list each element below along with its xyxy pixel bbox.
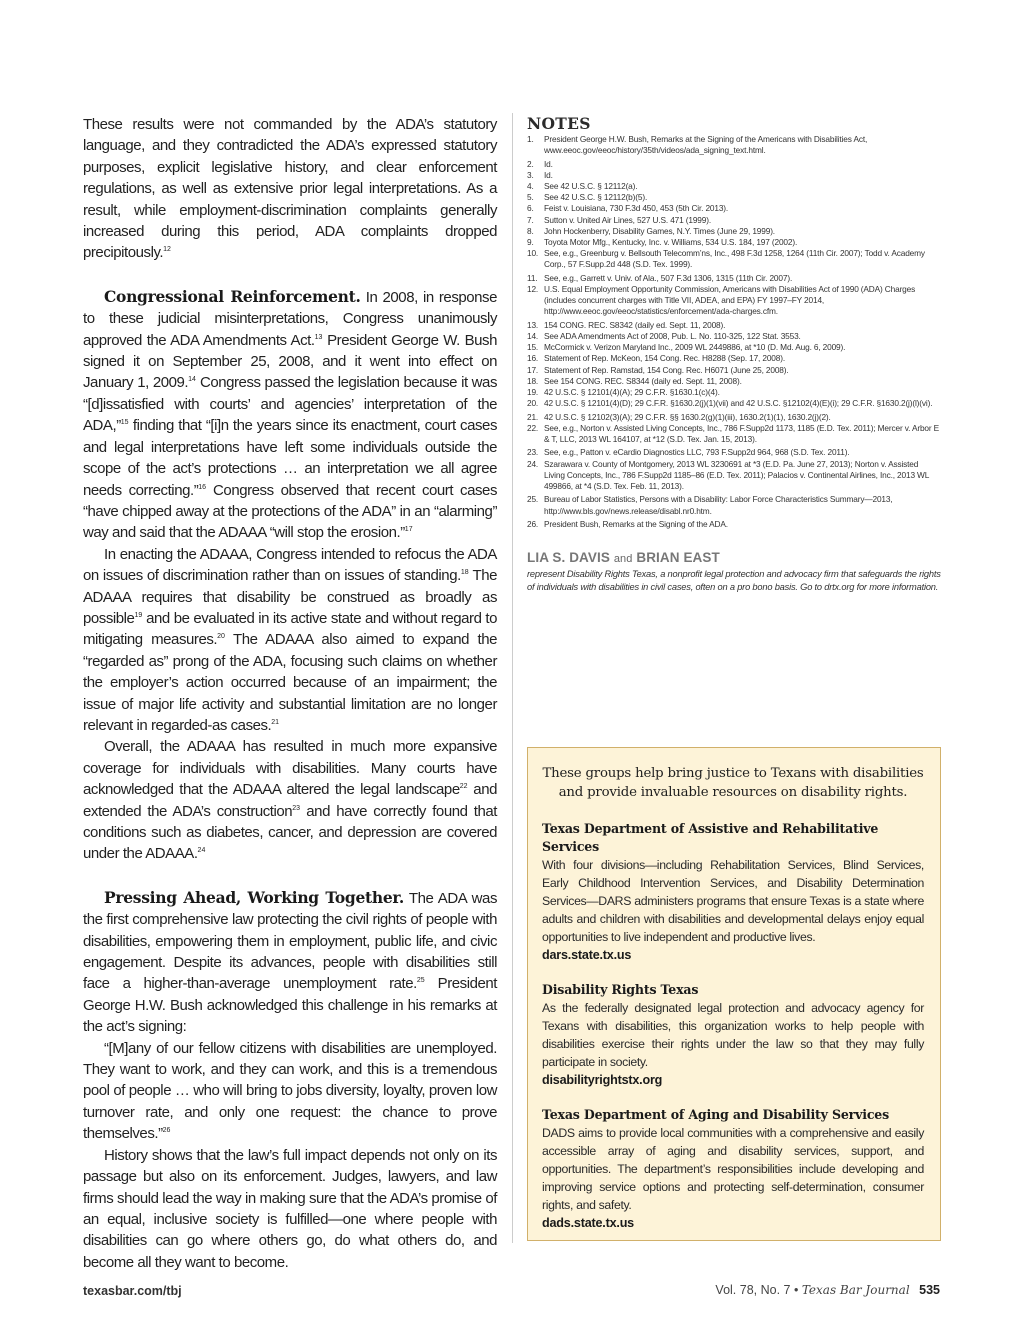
note-item — [527, 459, 941, 493]
note-text: See ADA Amendments Act of 2008, Pub. L. No. 110-325, 122 Stat. 3553. — [544, 331, 801, 342]
note-item — [527, 387, 941, 398]
note-text: Szarawara v. County of Montgomery, 2013 WL 3230691 at *3 (E.D. Pa. June 27, 2013); Norton v. Assisted Living Concepts, Inc., 786 F.Supp2d 1185–86 (E.D. Tex. 2011); Palacios v. Continental Airlines, Inc., 2013 WL 499866, at *4 (S.D. Tex. Feb. 11, 2013). — [544, 458, 929, 492]
org-description: As the federally designated legal protection and advocacy agency for Texans with disabilities, this organization works to help people with disabilities exercise their rights under the law so that they may fully participate in society. — [542, 1001, 924, 1069]
note-number: 14. — [527, 331, 539, 342]
footer-journal: Texas Bar Journal — [801, 1283, 910, 1297]
footnote-ref[interactable]: 17 — [404, 526, 413, 534]
main-article-column — [83, 114, 497, 1273]
note-item — [527, 342, 941, 353]
note-number: 2. — [527, 158, 534, 169]
note-item — [527, 215, 941, 226]
note-number: 9. — [527, 237, 534, 248]
author-names: LIA S. DAVIS and BRIAN EAST — [527, 550, 720, 566]
note-item — [527, 203, 941, 214]
note-text: See, e.g., Garrett v. Univ. of Ala., 507 F.3d 1306, 1315 (11th Cir. 2007). — [544, 272, 793, 283]
author-block — [527, 550, 941, 593]
sidebar-intro: These groups help bring justice to Texans with disabilities and provide invaluable resources on disability rights. — [542, 766, 924, 800]
paragraph: Overall, the ADAAA has resulted in much more expansive coverage for individuals with disabilities. Many courts have acknowledged that the ADAAA altered the legal landscape$^{22}$ and extended the ADA’s construction$^{23}$ and have correctly found that conditions such as diabetes, cancer, and depression are covered under the ADAAA.$^{24}$ — [83, 738, 498, 863]
note-item — [527, 447, 941, 458]
note-text: 42 U.S.C. § 12102(3)(A); 29 C.F.R. §§ 1630.2(g)(1)(iii), 1630.2(1)(1), 1630.2(j)(2). — [544, 411, 831, 422]
note-number: 16. — [527, 353, 539, 364]
note-text: John Hockenberry, Disability Games, N.Y. Times (June 29, 1999). — [544, 225, 775, 236]
note-item — [527, 237, 941, 248]
note-item — [527, 320, 941, 331]
notes-heading: NOTES — [527, 114, 591, 133]
note-item — [527, 170, 941, 181]
notes-list — [527, 134, 941, 530]
org-url-link[interactable]: dars.state.tx.us — [542, 948, 632, 962]
footnote-ref[interactable]: 13 — [314, 333, 323, 341]
note-item — [527, 181, 941, 192]
note-text: See, e.g., Greenburg v. Bellsouth Telecomm’ns, Inc., 498 F.3d 1258, 1264 (11th Cir. 2007); Todd v. Academy Corp., 57 F.Supp.2d 448 (S.D. Tex. 1999). — [544, 248, 925, 270]
paragraph: Pressing Ahead, Working Together. The ADA was the first comprehensive law protecting the civil rights of people with disabilities, empowering them in employment, public life, and civic engagement. Despite its advances, people with disabilities still face a higher-than-average unemployment rate.$^{25}$ President George H.W. Bush acknowledged this challenge in his remarks at the act’s signing: — [83, 887, 498, 1036]
footer-issue-info — [715, 1283, 940, 1297]
footnote-ref[interactable]: 15 — [120, 419, 129, 427]
org-url-link[interactable]: disabilityrightstx.org — [542, 1073, 663, 1087]
note-number: 13. — [527, 319, 539, 330]
note-number: 6. — [527, 203, 534, 214]
note-text: McCormick v. Verizon Maryland Inc., 2009 WL 2449886, at *10 (D. Md. Aug. 6, 2009). — [544, 342, 846, 353]
note-item — [527, 273, 941, 284]
note-text: See, e.g., Patton v. eCardio Diagnostics LLC, 793 F.Supp2d 964, 968 (S.D. Tex. 2011). — [544, 447, 850, 458]
page-number: 535 — [919, 1283, 940, 1297]
paragraph: In enacting the ADAAA, Congress intended to refocus the ADA on issues of discrimination rather than on issues of standing.$^{18}$ The ADAAA requires that disability be construed as broadly as possible$^{19}$ and be evaluated in its active state and without regard to mitigating measures.$^{20}$ The ADAAA also aimed to expand the “regarded as” prong of the ADA, focusing such claims on whether the employer’s action occurred because of an impairment; the issue of major life activity and substantial limitation are no longer relevant in regarded-as cases.$^{21}$ — [83, 545, 497, 734]
footnote-ref[interactable]: 25 — [416, 977, 425, 985]
note-number: 26. — [527, 519, 539, 530]
note-number: 12. — [527, 284, 539, 295]
notes-column — [527, 114, 941, 594]
section-heading: Congressional Reinforcement. — [104, 286, 361, 306]
org-name: Texas Department of Assistive and Rehabilitative Services — [542, 821, 879, 854]
note-number: 22. — [527, 422, 539, 433]
block-quote: “[M]any of our fellow citizens with disabilities are unemployed. They want to work, and they can work, and this is a tremendous pool of people … who will bring to jobs diversity, loyalty, proven low turnover rate, and only one request: the chance to prove themselves.”$^{26}$ — [83, 1039, 497, 1143]
note-text: President George H.W. Bush, Remarks at the Signing of the Americans with Disabilities Act, www.eeoc.gov/eeoc/history/35th/videos/ada_signing_text.html. — [544, 134, 868, 156]
footnote-ref[interactable]: 23 — [292, 804, 300, 812]
note-number: 17. — [527, 364, 539, 375]
note-item — [527, 331, 941, 342]
note-text: See 42 U.S.C. § 12112(b)(5). — [544, 192, 648, 203]
paragraph: These results were not commanded by the ADA’s statutory language, and they contradicted the ADA’s expressed statutory purposes, explicit legislative history, and clear enforcement regulations, as well as extensive prior legal interpretations. As a result, while employment-discrimination complaints generally increased during this period, ADA complaints dropped precipitously.$^{12}$ — [83, 116, 497, 262]
note-text: Toyota Motor Mfg., Kentucky, Inc. v. Williams, 534 U.S. 184, 197 (2002). — [544, 237, 798, 248]
note-item — [527, 423, 941, 445]
note-item — [527, 365, 941, 376]
footer-site-link[interactable]: texasbar.com/tbj — [83, 1284, 182, 1298]
note-text: U.S. Equal Employment Opportunity Commission, Americans with Disabilities Act of 1990 (ADA) Charges (includes concurrent charges with Title VII, ADEA, and EPA) FY 1997–FY 2014, http://www.eeoc.gov/eeoc/statistics/enforcement/ada-charges.cfm. — [544, 284, 916, 317]
note-number: 1. — [527, 134, 534, 144]
footnote-ref[interactable]: 21 — [271, 718, 280, 726]
note-item — [527, 353, 941, 364]
footnote-ref[interactable]: 14 — [188, 376, 196, 384]
note-item — [527, 192, 941, 203]
org-url-link[interactable]: dads.state.tx.us — [542, 1216, 634, 1230]
footnote-ref[interactable]: 24 — [197, 847, 206, 855]
note-text: See 42 U.S.C. § 12112(a). — [544, 181, 638, 191]
note-number: 4. — [527, 181, 534, 191]
note-item — [527, 398, 941, 409]
note-item — [527, 412, 941, 423]
org-description: With four divisions—including Rehabilitation Services, Blind Services, Early Childhood Intervention Services, and Disability Determination Services—DARS administers programs that ensure Texas is a state where adults and children with disabilities and developmental delays enjoy equal opportunities to live independent and productive lives. — [542, 858, 924, 944]
note-number: 11. — [527, 272, 538, 283]
author-name: BRIAN EAST — [636, 550, 720, 566]
paragraph: Congressional Reinforcement. In 2008, in response to these judicial misinterpretations, Congress unanimously approved the ADA Amendments Act.$^{13}$ President George W. Bush signed it on September 25, 2008, and it went into effect on January 1, 2009.14 Congress passed the legislation because it was “[d]issatisfied with courts’ and agencies’ interpretation of the ADA,”$^{15}$ finding that “[i]n the years since its enactment, court cases and legal interpretations have left some individuals outside the scope of the act’s protections … an interpretation we all agree needs correcting.”$^{16}$ Congress observed that recent court cases “have chipped away at the protections of the ADA” in an “alarming” way and said that the ADAAA “will stop the erosion.”$^{17}$ — [83, 286, 498, 542]
footer-volume: Vol. 78, No. 7 — [715, 1283, 791, 1297]
note-number: 8. — [527, 225, 534, 236]
note-item — [527, 376, 941, 387]
note-item — [527, 226, 941, 237]
note-item — [527, 519, 941, 530]
note-text: 42 U.S.C. § 12101(4)(D); 29 C.F.R. §1630.2(j)(1)(vii) and 42 U.S.C. §12102(4)(E)(i); 29 C.F.R. §1630.2(j)(l)(vi). — [544, 398, 933, 409]
note-text: Id. — [544, 169, 553, 180]
note-text: Statement of Rep. Ramstad, 154 Cong. Rec. H6071 (June 25, 2008). — [544, 364, 789, 375]
author-bio: represent Disability Rights Texas, a nonprofit legal protection and advocacy firm that safeguards the rights of individuals with disabilities in civil cases, often on a pro bono basis. Go to drtx.org for more information. — [527, 569, 941, 592]
note-text: Feist v. Louisiana, 730 F.3d 450, 453 (5th Cir. 2013). — [544, 203, 729, 214]
column-divider — [512, 113, 513, 1243]
note-text: Sutton v. United Air Lines, 527 U.S. 471 (1999). — [544, 214, 711, 225]
note-text: Statement of Rep. McKeon, 154 Cong. Rec. H8288 (Sep. 17, 2008). — [544, 353, 785, 364]
note-item — [527, 134, 941, 156]
note-number: 7. — [527, 214, 534, 225]
note-number: 5. — [527, 192, 534, 203]
note-text: See, e.g., Norton v. Assisted Living Concepts, Inc., 786 F.Supp2d 1173, 1185 (E.D. Tex. 2011); Mercer v. Arbor E & T, LLC, 2013 WL 164107, at *12 (S.D. Tex. Jan. 15, 2013). — [544, 422, 940, 445]
footer-bullet: • — [793, 1283, 799, 1297]
note-text: See 154 CONG. REC. S8344 (daily ed. Sept. 11, 2008). — [544, 375, 742, 386]
note-number: 25. — [527, 494, 539, 505]
note-item — [527, 284, 941, 318]
note-item — [527, 494, 941, 516]
note-item — [527, 248, 941, 270]
section-heading: Pressing Ahead, Working Together. — [104, 887, 404, 907]
note-number: 20. — [527, 398, 539, 409]
note-text: Id. — [544, 158, 553, 169]
org-name: Disability Rights Texas — [542, 982, 699, 997]
org-entry — [542, 1106, 924, 1232]
note-text: Bureau of Labor Statistics, Persons with a Disability: Labor Force Characteristics Summary—2013, http://www.bls.gov/news.release/disabl.nr0.htm. — [544, 494, 893, 516]
note-number: 3. — [527, 169, 534, 180]
author-name: LIA S. DAVIS — [527, 550, 610, 566]
note-item — [527, 159, 941, 170]
resources-sidebar — [527, 747, 941, 1241]
org-entry — [542, 981, 924, 1089]
footnote-ref[interactable]: 16 — [198, 483, 207, 491]
note-number: 24. — [527, 458, 539, 469]
note-text: President Bush, Remarks at the Signing of the ADA. — [544, 519, 728, 530]
footnote-ref[interactable]: 22 — [459, 783, 468, 791]
note-number: 19. — [527, 387, 539, 398]
note-text: 154 CONG. REC. S8342 (daily ed. Sept. 11, 2008). — [544, 319, 726, 330]
org-entry — [542, 820, 924, 964]
note-number: 23. — [527, 447, 539, 458]
note-text: 42 U.S.C. § 12101(4)(A); 29 C.F.R. §1630.1(c)(4). — [544, 387, 720, 398]
note-number: 15. — [527, 342, 539, 353]
footnote-ref[interactable]: 26 — [162, 1127, 171, 1135]
footnote-ref[interactable]: 18 — [460, 569, 469, 577]
note-number: 10. — [527, 248, 539, 259]
org-name: Texas Department of Aging and Disability Services — [542, 1107, 889, 1122]
org-description: DADS aims to provide local communities with a comprehensive and easily accessible array of aging and disability services, support, and opportunities. The department’s responsibilities include developing and improving service options and protecting self-determination, consumer rights, and safety. — [542, 1126, 924, 1212]
footnote-ref[interactable]: 12 — [163, 246, 171, 254]
note-number: 21. — [527, 411, 539, 422]
paragraph: History shows that the law’s full impact depends not only on its passage but also on its enforcement. Judges, lawyers, and law firms should lead the way in making sure that the ADA’s promise of an equal, inclusive society is fulfilled—one where people with disabilities can go where others go, do what others do, and become all they want to become. — [83, 1146, 497, 1271]
footnote-ref[interactable]: 19 — [134, 611, 143, 619]
footnote-ref[interactable]: 20 — [217, 633, 225, 641]
note-number: 18. — [527, 375, 539, 386]
